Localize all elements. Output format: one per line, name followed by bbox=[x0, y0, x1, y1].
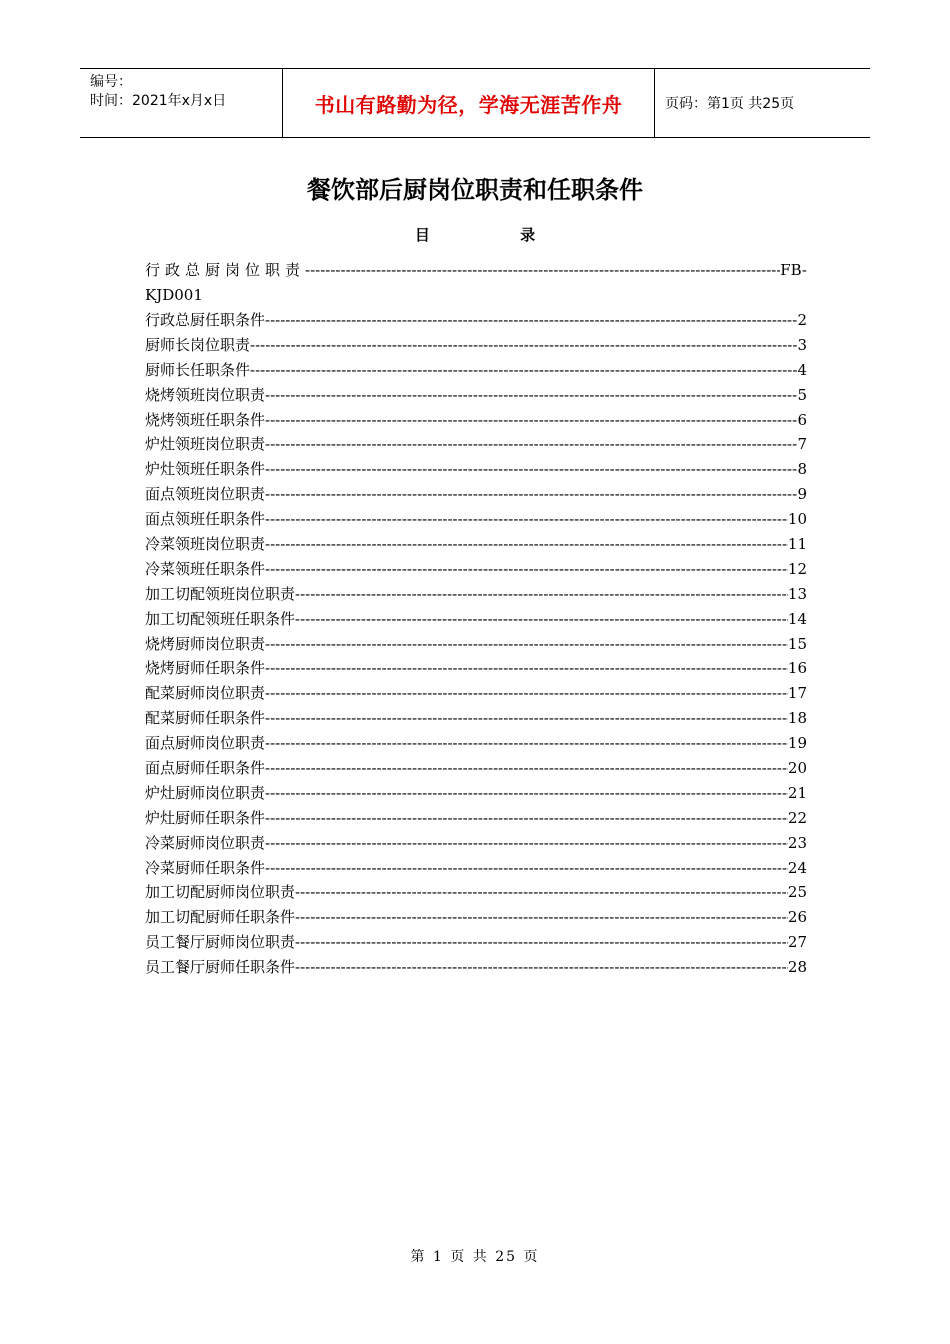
toc-leader bbox=[265, 632, 788, 657]
toc-leader bbox=[265, 656, 788, 681]
toc-entry[interactable] bbox=[145, 632, 807, 657]
toc-entry-label: 烧烤领班任职条件 bbox=[145, 410, 266, 429]
toc-entry-label: 厨师长岗位职责 bbox=[145, 335, 251, 354]
toc-entry[interactable] bbox=[145, 507, 807, 532]
toc-entry-page: 16 bbox=[787, 659, 807, 678]
header-motto: 书山有路勤为径，学海无涯苦作舟 bbox=[282, 69, 655, 137]
document-title: 餐饮部后厨岗位职责和任职条件 bbox=[307, 176, 643, 204]
toc-entry-label: 烧烤领班岗位职责 bbox=[145, 385, 266, 404]
toc-entry-label: 行政总厨岗位职责 bbox=[145, 261, 306, 279]
toc-entry[interactable] bbox=[145, 856, 807, 881]
header-meta bbox=[80, 69, 282, 137]
toc-heading-left: 目 bbox=[414, 226, 430, 244]
toc-entry-page: 26 bbox=[787, 908, 807, 927]
toc-entry-page: 8 bbox=[797, 460, 807, 479]
toc-leader bbox=[295, 582, 788, 607]
toc-entry-label: 行政总厨任职条件 bbox=[145, 311, 266, 329]
toc-leader bbox=[265, 383, 797, 408]
header-page-info: 页码：第1页 共25页 bbox=[665, 96, 795, 112]
toc-leader bbox=[265, 408, 797, 433]
toc-leader bbox=[265, 756, 788, 781]
toc-leader bbox=[265, 507, 788, 532]
toc-entry-label: 加工切配领班任职条件 bbox=[145, 609, 296, 628]
toc-entry-page: 19 bbox=[787, 734, 807, 753]
toc-first-entry[interactable] bbox=[145, 258, 807, 308]
toc-entry-page: 28 bbox=[787, 958, 807, 977]
table-of-contents bbox=[145, 258, 807, 980]
toc-leader bbox=[265, 781, 788, 806]
toc-entry[interactable] bbox=[145, 557, 807, 582]
toc-leader bbox=[265, 856, 788, 881]
toc-leader bbox=[250, 333, 797, 358]
toc-leader bbox=[265, 308, 797, 333]
toc-entry-page: 27 bbox=[787, 933, 807, 952]
toc-leader bbox=[295, 930, 788, 955]
header-number-label: 编号： bbox=[90, 74, 132, 90]
toc-entry[interactable] bbox=[145, 408, 807, 433]
toc-entry-label: 炉灶领班任职条件 bbox=[145, 460, 266, 479]
toc-entry[interactable] bbox=[145, 681, 807, 706]
toc-entry-label: 员工餐厅厨师任职条件 bbox=[145, 958, 296, 977]
toc-heading bbox=[0, 224, 950, 245]
toc-entry[interactable] bbox=[145, 781, 807, 806]
toc-entry-page: 13 bbox=[787, 584, 807, 603]
toc-entry-page: 15 bbox=[787, 634, 807, 653]
toc-entry[interactable] bbox=[145, 756, 807, 781]
toc-entry[interactable] bbox=[145, 383, 807, 408]
toc-entry-label: 烧烤厨师岗位职责 bbox=[145, 634, 266, 653]
toc-entry-page: 20 bbox=[787, 759, 807, 778]
toc-entry[interactable] bbox=[145, 955, 807, 980]
toc-entry-label: 炉灶厨师任职条件 bbox=[145, 808, 266, 827]
toc-entry[interactable] bbox=[145, 656, 807, 681]
toc-entry-page: 14 bbox=[787, 609, 807, 628]
toc-entry-label: 加工切配厨师任职条件 bbox=[145, 908, 296, 927]
toc-entry-label: 冷菜厨师任职条件 bbox=[145, 858, 266, 877]
toc-entry[interactable] bbox=[145, 905, 807, 930]
toc-entry-label: 面点厨师岗位职责 bbox=[145, 734, 266, 753]
toc-leader bbox=[295, 880, 788, 905]
toc-items bbox=[145, 308, 807, 980]
toc-entry-page: 17 bbox=[787, 684, 807, 703]
toc-entry-code-continued: KJD001 bbox=[145, 286, 203, 304]
toc-entry[interactable] bbox=[145, 731, 807, 756]
page-footer: 第 1 页 共 25 页 bbox=[410, 1249, 540, 1265]
toc-entry-page: 3 bbox=[797, 335, 807, 354]
toc-entry-label: 配菜厨师任职条件 bbox=[145, 709, 266, 728]
toc-entry-label: 炉灶厨师岗位职责 bbox=[145, 783, 266, 802]
toc-entry-label: 面点领班岗位职责 bbox=[145, 485, 266, 504]
toc-leader bbox=[265, 557, 788, 582]
toc-leader bbox=[295, 607, 788, 632]
toc-leader bbox=[265, 831, 788, 856]
toc-entry-page: 4 bbox=[797, 360, 807, 379]
toc-entry[interactable] bbox=[145, 532, 807, 557]
toc-entry[interactable] bbox=[145, 831, 807, 856]
toc-entry-page: 23 bbox=[787, 833, 807, 852]
toc-entry[interactable] bbox=[145, 806, 807, 831]
toc-entry-page: 25 bbox=[787, 883, 807, 902]
toc-entry[interactable] bbox=[145, 880, 807, 905]
toc-entry[interactable] bbox=[145, 930, 807, 955]
page-header bbox=[80, 68, 870, 138]
toc-heading-right: 录 bbox=[520, 226, 536, 244]
toc-entry[interactable] bbox=[145, 432, 807, 457]
toc-entry-page: 18 bbox=[787, 709, 807, 728]
toc-entry[interactable] bbox=[145, 333, 807, 358]
toc-entry[interactable] bbox=[145, 706, 807, 731]
toc-entry-label: 炉灶领班岗位职责 bbox=[145, 435, 266, 454]
toc-entry-label: 厨师长任职条件 bbox=[145, 360, 251, 379]
toc-leader bbox=[305, 258, 780, 283]
header-time-label: 时间：2021年x月x日 bbox=[90, 93, 227, 109]
toc-entry[interactable] bbox=[145, 457, 807, 482]
toc-leader bbox=[265, 432, 797, 457]
toc-leader bbox=[265, 457, 797, 482]
toc-entry-label: 加工切配厨师岗位职责 bbox=[145, 883, 296, 902]
toc-entry-label: 冷菜领班岗位职责 bbox=[145, 535, 266, 554]
toc-leader bbox=[265, 482, 797, 507]
toc-leader bbox=[295, 955, 788, 980]
toc-entry[interactable] bbox=[145, 482, 807, 507]
toc-entry-page: 22 bbox=[787, 808, 807, 827]
toc-entry-label: 冷菜厨师岗位职责 bbox=[145, 833, 266, 852]
toc-entry-page: 6 bbox=[797, 410, 807, 429]
toc-entry[interactable] bbox=[145, 582, 807, 607]
toc-entry-label: 面点领班任职条件 bbox=[145, 510, 266, 529]
toc-entry-page: 2 bbox=[797, 311, 807, 329]
toc-entry-label: 面点厨师任职条件 bbox=[145, 759, 266, 778]
toc-entry-page: 21 bbox=[787, 783, 807, 802]
toc-entry-label: 加工切配领班岗位职责 bbox=[145, 584, 296, 603]
toc-entry[interactable] bbox=[145, 607, 807, 632]
toc-leader bbox=[265, 806, 788, 831]
toc-entry-page: 7 bbox=[797, 435, 807, 454]
toc-leader bbox=[265, 706, 788, 731]
toc-entry[interactable] bbox=[145, 358, 807, 383]
toc-leader bbox=[250, 358, 797, 383]
toc-entry-page: 24 bbox=[787, 858, 807, 877]
toc-entry-page: 9 bbox=[797, 485, 807, 504]
toc-leader bbox=[265, 731, 788, 756]
toc-entry-label: 配菜厨师岗位职责 bbox=[145, 684, 266, 703]
toc-entry-code: FB- bbox=[780, 261, 807, 279]
toc-entry-label: 员工餐厅厨师岗位职责 bbox=[145, 933, 296, 952]
toc-entry-page: 11 bbox=[787, 535, 807, 554]
toc-entry-label: 冷菜领班任职条件 bbox=[145, 559, 266, 578]
toc-entry-label: 烧烤厨师任职条件 bbox=[145, 659, 266, 678]
toc-leader bbox=[265, 681, 788, 706]
toc-leader bbox=[295, 905, 788, 930]
toc-entry-page: 12 bbox=[787, 559, 807, 578]
toc-leader bbox=[265, 532, 788, 557]
toc-entry-page: 5 bbox=[797, 385, 807, 404]
toc-entry[interactable] bbox=[145, 308, 807, 333]
toc-entry-page: 10 bbox=[787, 510, 807, 529]
